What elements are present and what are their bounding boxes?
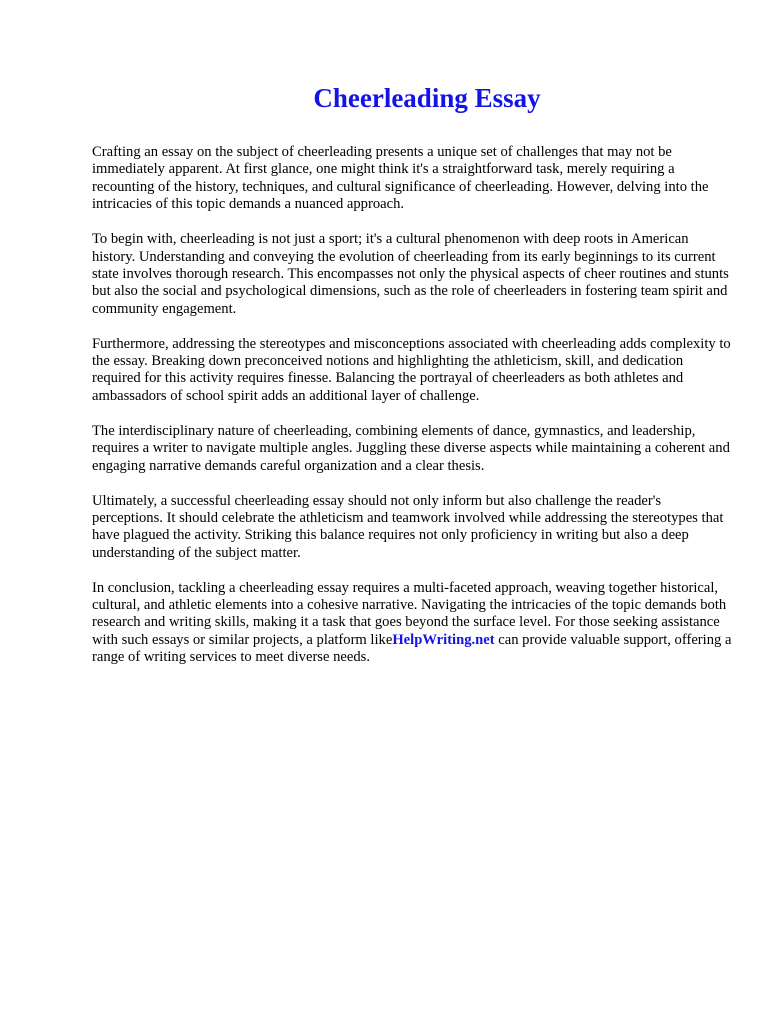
paragraph-interdisciplinary: The interdisciplinary nature of cheerleading, combining elements of dance, gymnastics, and leadership, requires a writer to navigate multiple angles. Juggling these diverse aspects while maintaining a coherent and engaging narrative demands careful organization and a clear thesis. bbox=[92, 422, 730, 474]
paragraph-cultural-phenomenon: To begin with, cheerleading is not just a sport; it's a cultural phenomenon with deep roots in American history. Understanding and conveying the evolution of cheerleading from its early beginnings to its current state involves thorough research. This encompasses not only the physical aspects of cheer routines and stunts but also the social and psychological dimensions, such as the role of cheerleaders in fostering team spirit and community engagement. bbox=[92, 231, 729, 317]
paragraph-stereotypes: Furthermore, addressing the stereotypes and misconceptions associated with cheerleading adds complexity to the essay. Breaking down preconceived notions and highlighting the athleticism, skill, and dedication required for this activity requires finesse. Balancing the portrayal of cheerleaders as both athletes and ambassadors of school spirit adds an additional layer of challenge. bbox=[92, 335, 731, 404]
helpwriting-link[interactable]: HelpWriting.net bbox=[392, 631, 495, 648]
paragraph-conclusion bbox=[92, 580, 732, 667]
paragraph-intro: Crafting an essay on the subject of cheerleading presents a unique set of challenges that may not be immediately apparent. At first glance, one might think it's a straightforward task, merely requiring a recounting of the history, techniques, and cultural significance of cheerleading. However, delving into the intricacies of this topic demands a nuanced approach. bbox=[92, 144, 709, 213]
paragraph-ultimately: Ultimately, a successful cheerleading essay should not only inform but also challenge the reader's perceptions. It should celebrate the athleticism and teamwork involved while addressing the stereotypes that have plagued the activity. Striking this balance requires not only proficiency in writing but also a deep understanding of the subject matter. bbox=[92, 492, 724, 561]
conclusion-text: In conclusion, tackling a cheerleading essay requires a multi-faceted approach, weaving together historical, cultural, and athletic elements into a cohesive narrative. Navigating the intricacies of the topic demands both research and writing skills, making it a task that goes beyond the surface level. For those seeking assistance with such essays or similar projects, a platform like bbox=[92, 579, 727, 648]
conclusion-text-end: can provide valuable support, offering a range of writing services to meet diverse needs. bbox=[92, 631, 732, 666]
document-title: Cheerleading Essay bbox=[313, 83, 541, 113]
